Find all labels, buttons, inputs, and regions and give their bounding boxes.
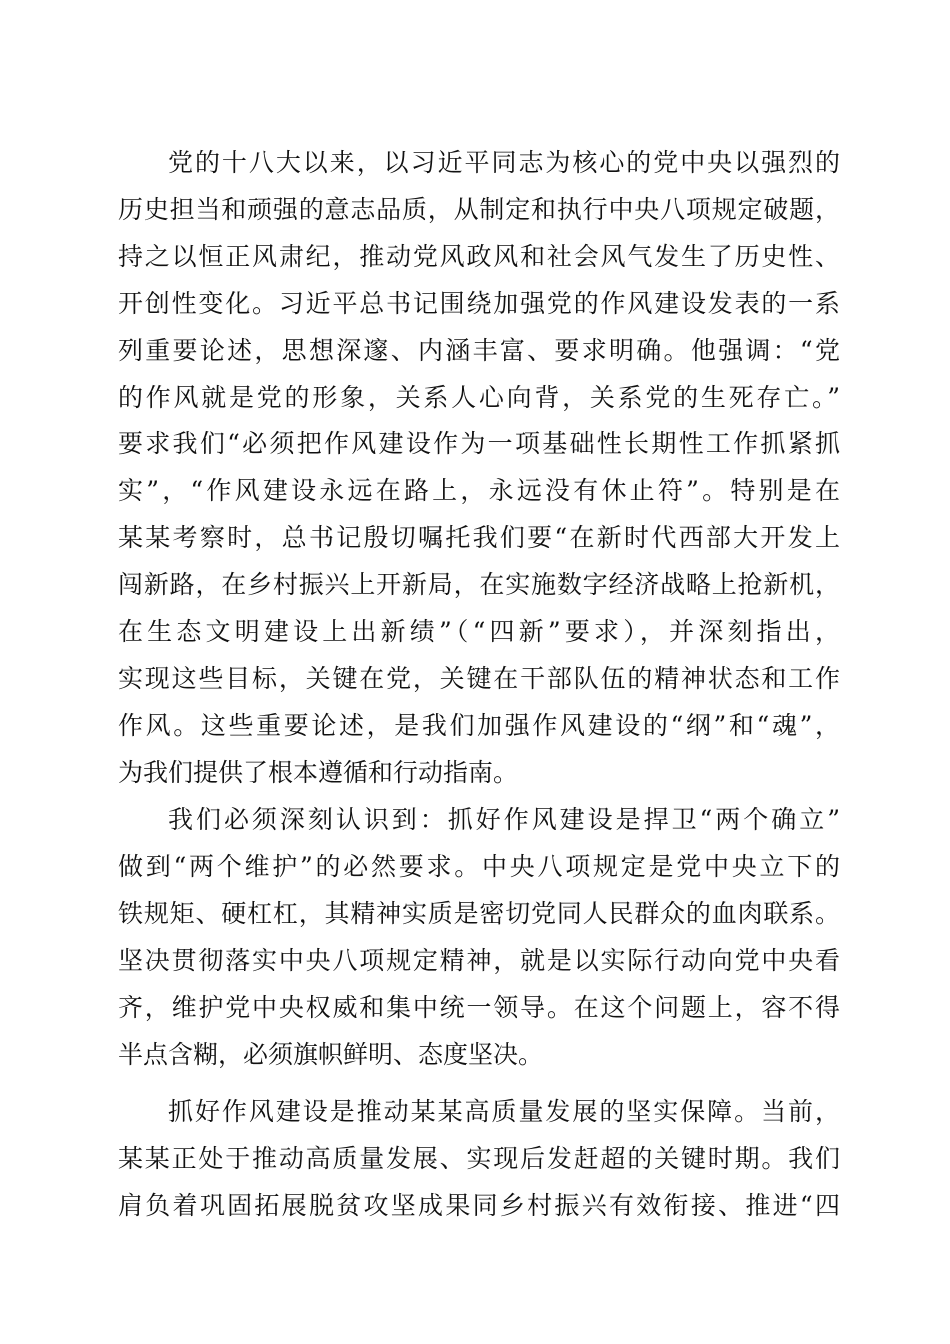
text-line: 铁规矩、硬杠杠，其精神实质是密切党同人民群众的血肉联系。 bbox=[118, 899, 840, 928]
text-line: 闯新路，在乡村振兴上开新局，在实施数字经济战略上抢新机， bbox=[118, 570, 840, 599]
text-line: 某某正处于推动高质量发展、实现后发赶超的关键时期。我们 bbox=[118, 1144, 840, 1173]
text-line: 列重要论述，思想深邃、内涵丰富、要求明确。他强调：“党 bbox=[118, 336, 840, 365]
text-line: 我们必须深刻认识到：抓好作风建设是捍卫“两个确立” bbox=[168, 805, 840, 834]
text-line: 历史担当和顽强的意志品质，从制定和执行中央八项规定破题， bbox=[118, 195, 840, 224]
text-line: 做到“两个维护”的必然要求。中央八项规定是党中央立下的 bbox=[118, 852, 840, 881]
text-line: 持之以恒正风肃纪，推动党风政风和社会风气发生了历史性、 bbox=[118, 242, 840, 271]
text-line: 党的十八大以来，以习近平同志为核心的党中央以强烈的 bbox=[168, 148, 840, 177]
text-line: 要求我们“必须把作风建设作为一项基础性长期性工作抓紧抓 bbox=[118, 429, 840, 458]
text-line: 开创性变化。习近平总书记围绕加强党的作风建设发表的一系 bbox=[118, 289, 840, 318]
text-line: 实”，“作风建设永远在路上，永远没有休止符”。特别是在 bbox=[118, 476, 840, 505]
text-line: 作风。这些重要论述，是我们加强作风建设的“纲”和“魂”， bbox=[118, 711, 840, 740]
text-line: 半点含糊，必须旗帜鲜明、态度坚决。 bbox=[118, 1040, 544, 1069]
text-line: 齐，维护党中央权威和集中统一领导。在这个问题上，容不得 bbox=[118, 993, 840, 1022]
text-line: 肩负着巩固拓展脱贫攻坚成果同乡村振兴有效衔接、推进“四 bbox=[118, 1191, 840, 1220]
text-line: 的作风就是党的形象，关系人心向背，关系党的生死存亡。” bbox=[118, 383, 840, 412]
text-line: 实现这些目标，关键在党，关键在干部队伍的精神状态和工作 bbox=[118, 664, 840, 693]
text-line: 坚决贯彻落实中央八项规定精神，就是以实际行动向党中央看 bbox=[118, 946, 840, 975]
text-line: 某某考察时，总书记殷切嘱托我们要“在新时代西部大开发上 bbox=[118, 523, 840, 552]
text-line: 为我们提供了根本遵循和行动指南。 bbox=[118, 758, 519, 787]
text-line: 在生态文明建设上出新绩”（“四新”要求），并深刻指出， bbox=[118, 617, 840, 646]
text-line: 抓好作风建设是推动某某高质量发展的坚实保障。当前， bbox=[168, 1097, 840, 1126]
